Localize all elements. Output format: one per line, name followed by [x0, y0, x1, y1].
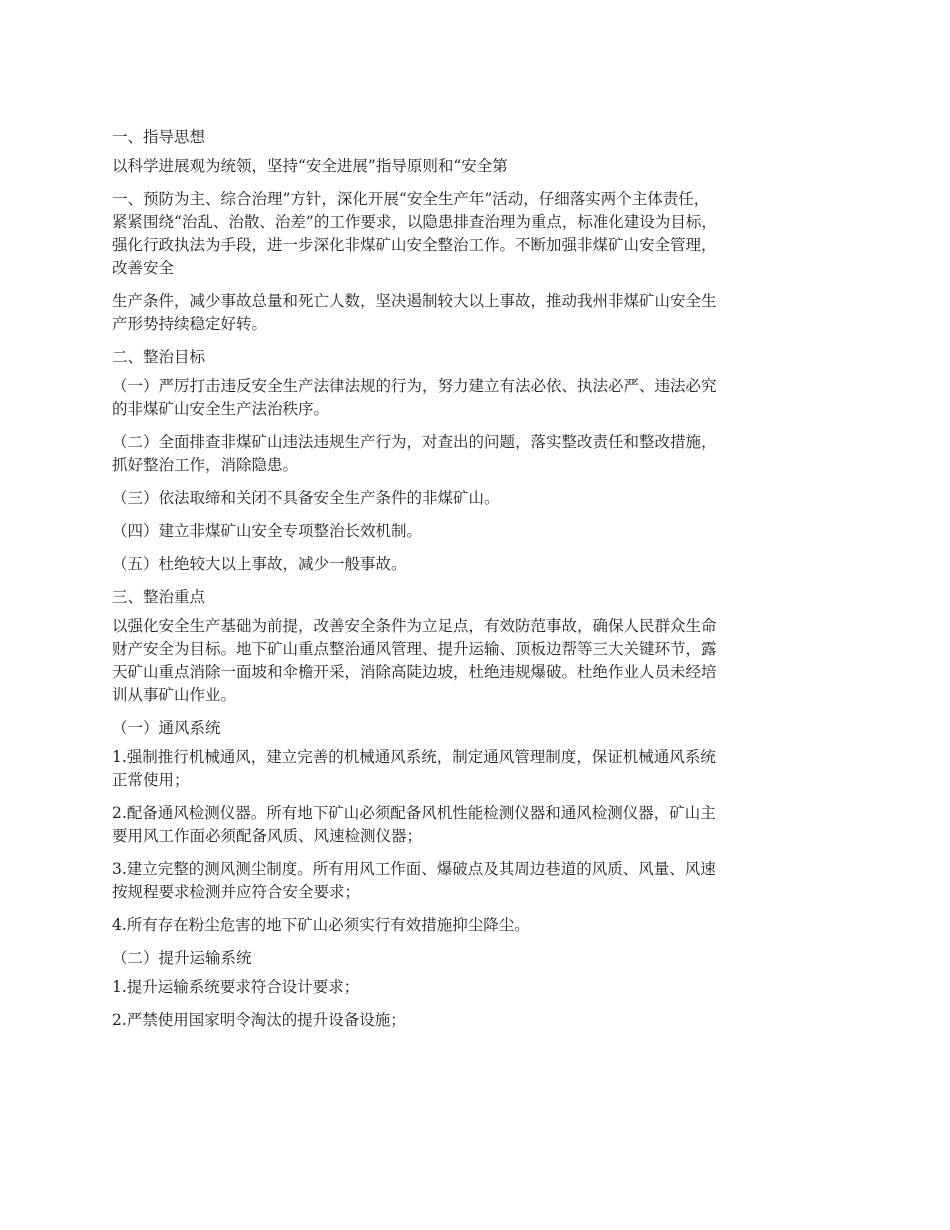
section-heading: [112, 586, 842, 609]
text-line: 生产条件，减少事故总量和死亡人数，坚决遏制较大以上事故，推动我州非煤矿山安全生: [112, 292, 717, 310]
text-line: 二、整治目标: [112, 348, 206, 366]
text-line: 以科学进展观为统领，坚持“安全进展”指导原则和“安全第: [112, 157, 508, 175]
paragraph: [112, 914, 842, 937]
paragraph: [112, 746, 842, 792]
text-line: （二）全面排查非煤矿山违法违规生产行为，对查出的问题，落实整改责任和整改措施，: [112, 433, 717, 451]
text-line: 天矿山重点消除一面坡和伞檐开采，消除高陡边坡，杜绝违规爆破。杜绝作业人员未经培: [112, 663, 717, 681]
paragraph: [112, 188, 842, 280]
text-line: 财产安全为目标。地下矿山重点整治通风管理、提升运输、顶板边帮等三大关键环节，露: [112, 640, 717, 658]
section-heading: [112, 346, 842, 369]
paragraph: [112, 553, 842, 576]
text-line: 训从事矿山作业。: [112, 686, 237, 704]
text-line: 1.提升运输系统要求符合设计要求；: [112, 978, 360, 996]
text-line: 强化行政执法为手段，进一步深化非煤矿山安全整治工作。不断加强非煤矿山安全管理，: [112, 236, 717, 254]
paragraph: [112, 858, 842, 904]
text-line: （一）严厉打击违反安全生产法律法规的行为，努力建立有法必依、执法必严、违法必究: [112, 377, 717, 395]
text-line: 的非煤矿山安全生产法治秩序。: [112, 400, 330, 418]
text-line: 改善安全: [112, 259, 175, 277]
section-heading: [112, 126, 842, 149]
text-line: 2.配备通风检测仪器。所有地下矿山必须配备风机性能检测仪器和通风检测仪器，矿山主: [112, 804, 716, 822]
text-line: 抓好整治工作，消除隐患。: [112, 456, 299, 474]
paragraph: [112, 976, 842, 999]
text-line: 以强化安全生产基础为前提，改善安全条件为立足点，有效防范事故，确保人民群众生命: [112, 617, 717, 635]
text-line: （五）杜绝较大以上事故，减少一般事故。: [112, 555, 407, 573]
paragraph: [112, 615, 842, 707]
text-line: （三）依法取缔和关闭不具备安全生产条件的非煤矿山。: [112, 489, 500, 507]
text-line: 要用风工作面必须配备风质、风速检测仪器；: [112, 827, 423, 845]
text-line: 按规程要求检测并应符合安全要求；: [112, 883, 361, 901]
paragraph: [112, 1009, 842, 1032]
text-line: 1.强制推行机械通风，建立完善的机械通风系统，制定通风管理制度，保证机械通风系统: [112, 748, 716, 766]
text-line: 三、整治重点: [112, 588, 206, 606]
paragraph: [112, 290, 842, 336]
text-line: 4.所有存在粉尘危害的地下矿山必须实行有效措施抑尘降尘。: [112, 916, 530, 934]
paragraph: [112, 375, 842, 421]
paragraph: [112, 802, 842, 848]
text-line: 3.建立完整的测风测尘制度。所有用风工作面、爆破点及其周边巷道的风质、风量、风速: [112, 860, 716, 878]
text-line: （四）建立非煤矿山安全专项整治长效机制。: [112, 522, 423, 540]
text-line: （一）通风系统: [112, 719, 221, 737]
document-body: [112, 126, 842, 1032]
text-line: 紧紧围绕“治乱、治散、治差”的工作要求，以隐患排查治理为重点，标准化建设为目标，: [112, 213, 717, 231]
text-line: 2.严禁使用国家明令淘汰的提升设备设施；: [112, 1011, 406, 1029]
paragraph: [112, 431, 842, 477]
section-heading: [112, 717, 842, 740]
section-heading: [112, 947, 842, 970]
text-line: （二）提升运输系统: [112, 949, 252, 967]
paragraph: [112, 155, 842, 178]
text-line: 一、指导思想: [112, 128, 206, 146]
paragraph: [112, 487, 842, 510]
text-line: 正常使用；: [112, 771, 190, 789]
paragraph: [112, 520, 842, 543]
text-line: 产形势持续稳定好转。: [112, 315, 268, 333]
text-line: 一、预防为主、综合治理”方针，深化开展“安全生产年”活动，仔细落实两个主体责任，: [112, 190, 710, 208]
